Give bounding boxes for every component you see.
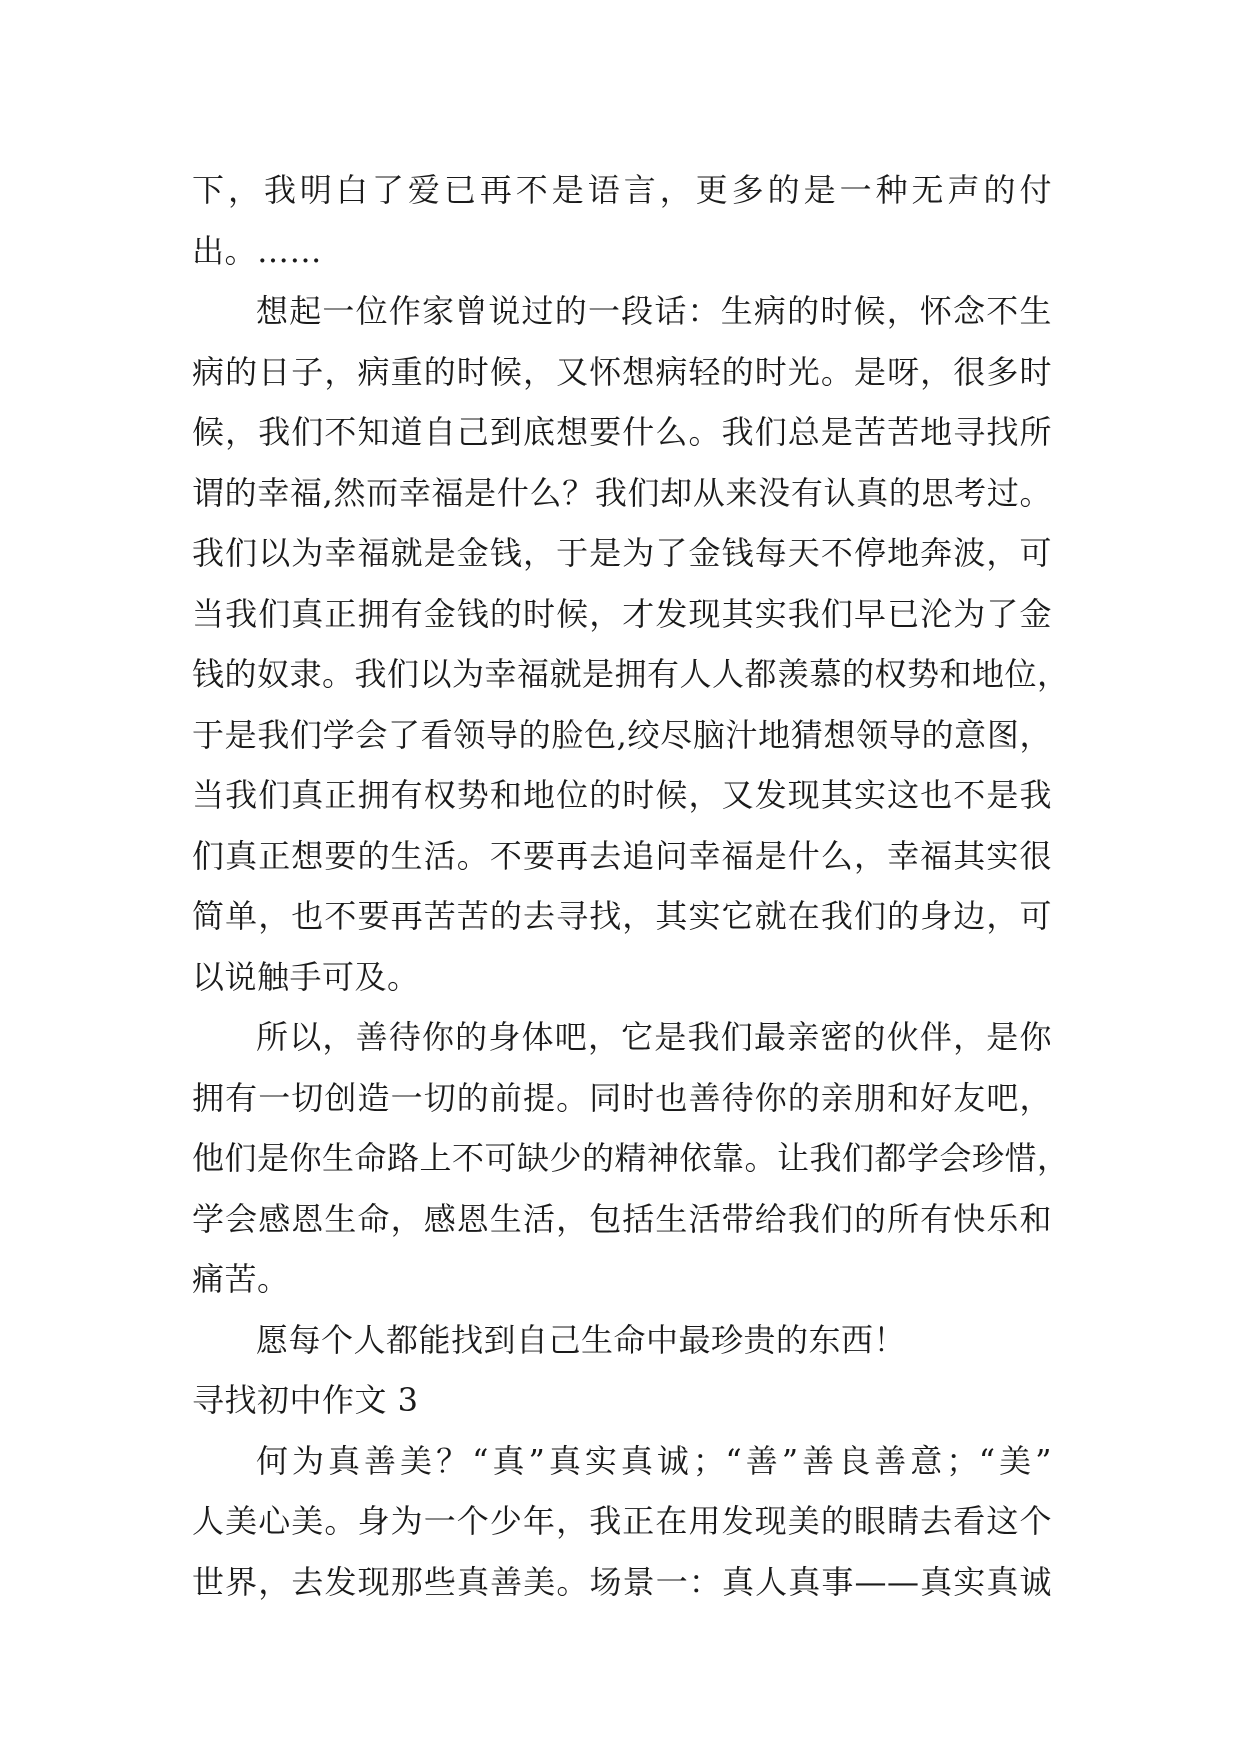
text-line: 何为真善美？“真”真实真诚；“善”善良善意；“美” [256, 1441, 1052, 1480]
text-line: 谓的幸福,然而幸福是什么？我们却从来没有认真的思考过。 [192, 473, 1052, 512]
text-line: 当我们真正拥有权势和地位的时候，又发现其实这也不是我 [192, 776, 1052, 814]
paragraph-3 [192, 1007, 1070, 1310]
text-line: 他们是你生命路上不可缺少的精神依靠。让我们都学会珍惜， [192, 1139, 1070, 1177]
text-line: 世界，去发现那些真善美。场景一：真人真事——真实真诚 [192, 1562, 1052, 1601]
text-line: 以说触手可及。 [192, 957, 420, 996]
text-line: 下，我明白了爱已再不是语言，更多的是一种无声的付 [192, 171, 1052, 209]
text-line: 简单，也不要再苦苦的去寻找，其实它就在我们的身边，可 [192, 897, 1052, 935]
text-line: 愿每个人都能找到自己生命中最珍贵的东西！ [256, 1320, 907, 1359]
text-line: 候，我们不知道自己到底想要什么。我们总是苦苦地寻找所 [192, 413, 1052, 451]
text-line: 我们以为幸福就是金钱，于是为了金钱每天不停地奔波，可 [192, 534, 1052, 572]
text-line: 出。…… [192, 231, 323, 270]
document-body [192, 160, 1070, 1612]
text-line: 人美心美。身为一个少年，我正在用发现美的眼睛去看这个 [192, 1502, 1052, 1540]
text-line: 钱的奴隶。我们以为幸福就是拥有人人都羡慕的权势和地位， [192, 655, 1070, 693]
text-line: 痛苦。 [192, 1260, 290, 1298]
section-heading: 寻找初中作文 3 [192, 1381, 419, 1419]
text-line: 当我们真正拥有金钱的时候，才发现其实我们早已沦为了金 [192, 594, 1052, 633]
text-line: 病的日子，病重的时候，又怀想病轻的时光。是呀，很多时 [192, 352, 1052, 391]
paragraph-4 [192, 1310, 1052, 1371]
text-line: 拥有一切创造一切的前提。同时也善待你的亲朋和好友吧， [192, 1078, 1052, 1117]
paragraph-2 [192, 281, 1070, 1007]
text-line: 想起一位作家曾说过的一段话：生病的时候，怀念不生 [256, 292, 1052, 330]
text-line: 于是我们学会了看领导的脸色,绞尽脑汁地猜想领导的意图， [192, 715, 1052, 754]
paragraph-1 [192, 160, 1052, 281]
text-line: 所以，善待你的身体吧，它是我们最亲密的伙伴，是你 [256, 1018, 1052, 1056]
text-line: 们真正想要的生活。不要再去追问幸福是什么，幸福其实很 [192, 836, 1052, 875]
paragraph-5 [192, 1431, 1052, 1613]
text-line: 学会感恩生命，感恩生活，包括生活带给我们的所有快乐和 [192, 1199, 1052, 1238]
